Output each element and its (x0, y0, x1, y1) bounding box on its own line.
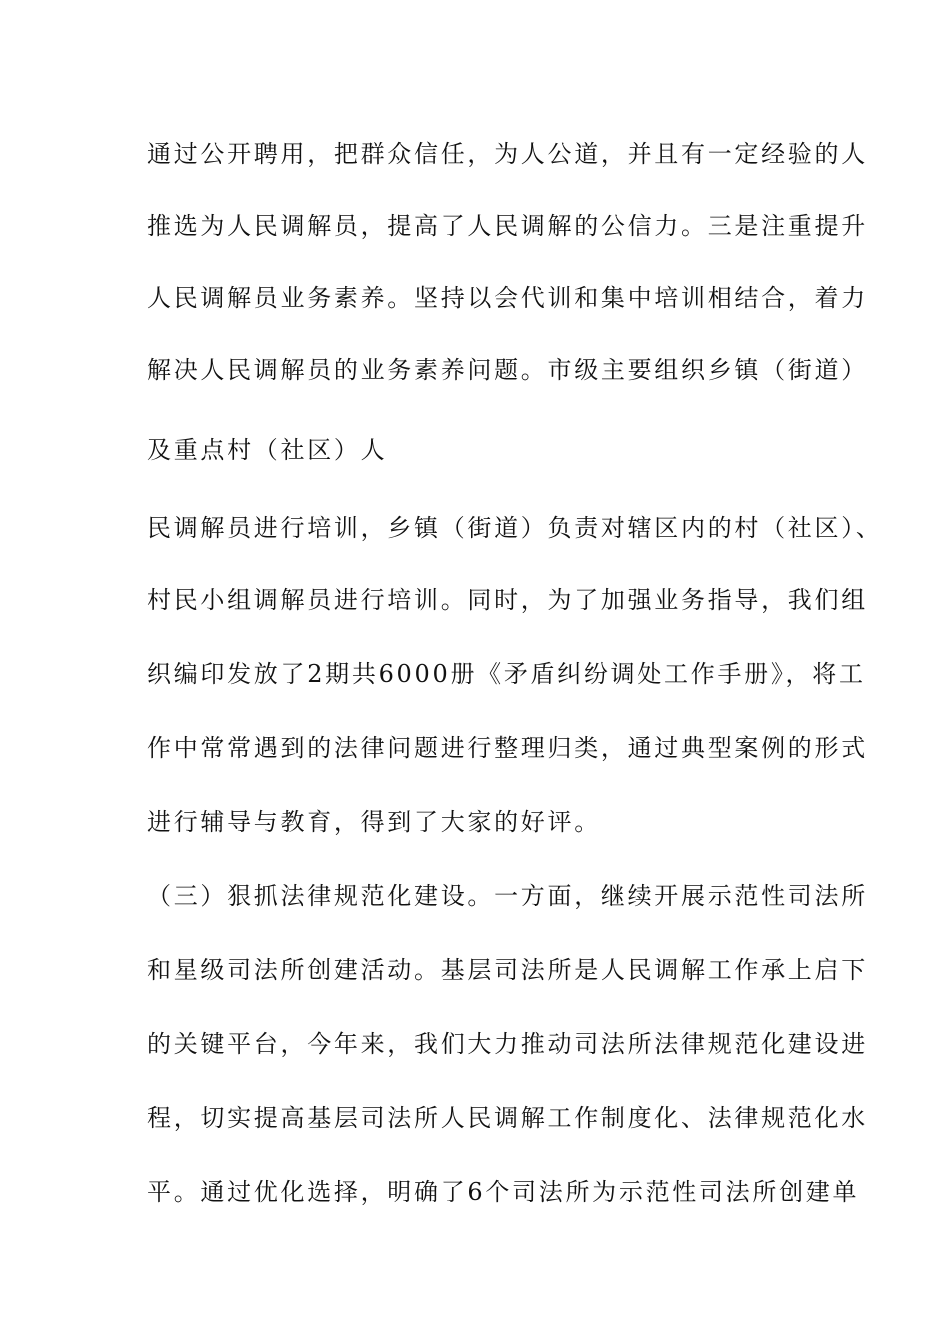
text-line: 和星级司法所创建活动。基层司法所是人民调解工作承上启下 (147, 956, 868, 984)
text-line: 平。通过优化选择，明确了6个司法所为示范性司法所创建单 (147, 1178, 860, 1206)
text-line: 进行辅导与教育，得到了大家的好评。 (147, 808, 601, 836)
text-line: 通过公开聘用，把群众信任，为人公道，并且有一定经验的人 (147, 140, 868, 168)
text-line: （三）狠抓法律规范化建设。一方面，继续开展示范性司法所 (147, 882, 868, 910)
text-line: 解决人民调解员的业务素养问题。市级主要组织乡镇（街道） (147, 356, 868, 384)
text-line: 及重点村（社区）人 (147, 436, 388, 464)
text-line: 程，切实提高基层司法所人民调解工作制度化、法律规范化水 (147, 1104, 868, 1132)
text-line: 织编印发放了2期共6000册《矛盾纠纷调处工作手册》，将工 (147, 660, 866, 688)
text-line: 村民小组调解员进行培训。同时，为了加强业务指导，我们组 (147, 586, 868, 614)
text-line: 的关键平台，今年来，我们大力推动司法所法律规范化建设进 (147, 1030, 868, 1058)
text-line: 作中常常遇到的法律问题进行整理归类，通过典型案例的形式 (147, 734, 868, 762)
text-line: 人民调解员业务素养。坚持以会代训和集中培训相结合，着力 (147, 284, 868, 312)
text-line: 民调解员进行培训，乡镇（街道）负责对辖区内的村（社区）、 (147, 514, 883, 542)
text-line: 推选为人民调解员，提高了人民调解的公信力。三是注重提升 (147, 212, 868, 240)
